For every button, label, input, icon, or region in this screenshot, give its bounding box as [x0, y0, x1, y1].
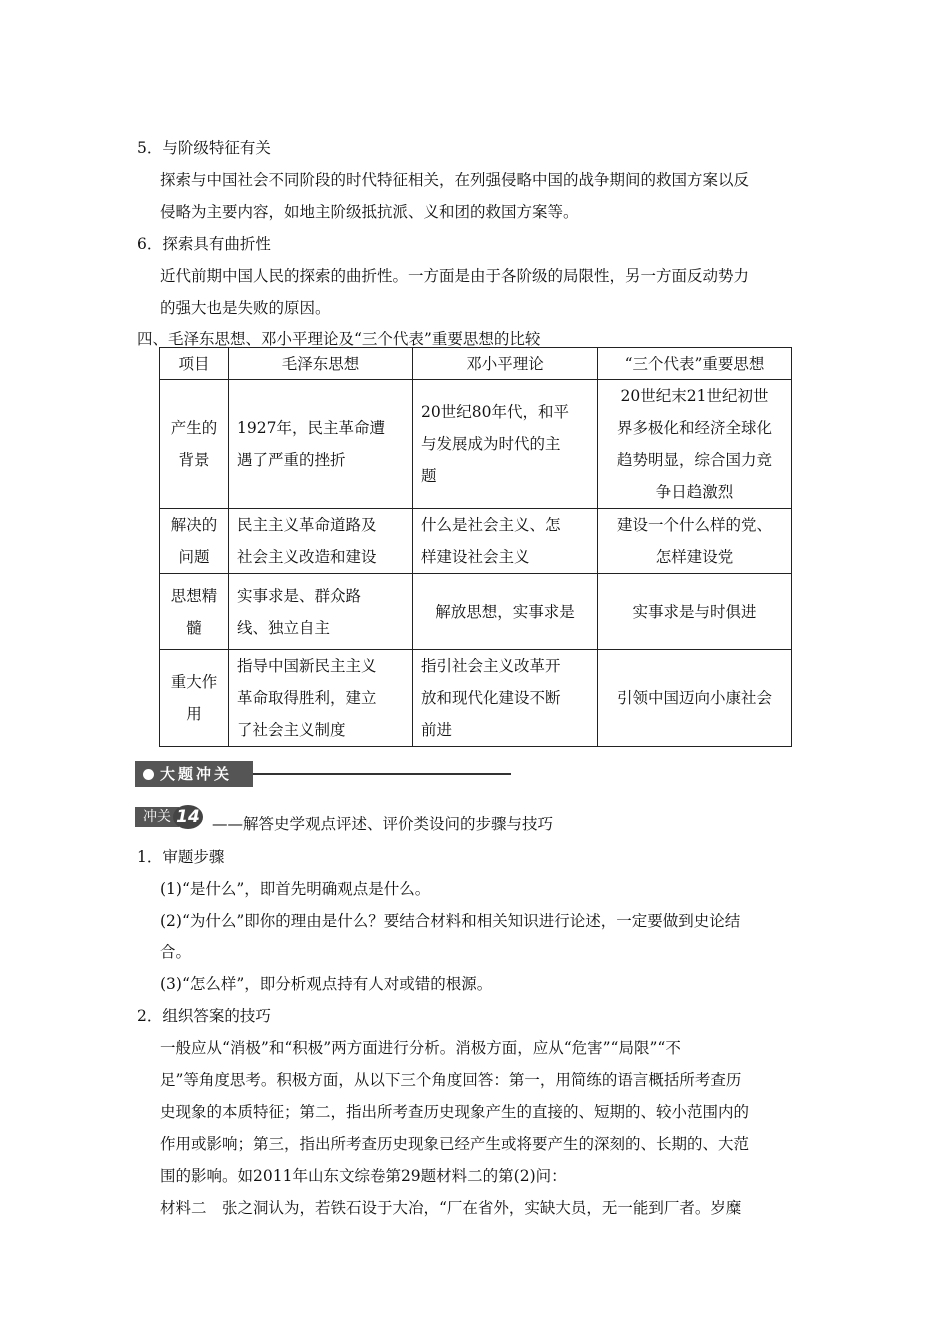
table-cell: 20世纪末21世纪初世 界多极化和经济全球化 趋势明显，综合国力竞 争日趋激烈: [598, 380, 792, 509]
challenge-badge: [135, 805, 205, 829]
heading-item-1: 1．审题步骤: [137, 848, 225, 866]
paragraph-line: 史现象的本质特征；第二，指出所考查历史现象产生的直接的、短期的、较小范围内的: [160, 1103, 750, 1121]
table-cell: 引领中国迈向小康社会: [598, 650, 792, 747]
paragraph-line: 近代前期中国人民的探索的曲折性。一方面是由于各阶级的局限性，另一方面反动势力: [160, 267, 750, 285]
heading-item-2: 2．组织答案的技巧: [137, 1007, 271, 1025]
header-cell: 毛泽东思想: [229, 348, 413, 380]
paragraph-line: (2)“为什么”即你的理由是什么？要结合材料和相关知识进行论述，一定要做到史论结: [160, 912, 741, 930]
table-cell: 指引社会主义改革开 放和现代化建设不断 前进: [413, 650, 598, 747]
bullet-dot-icon: [143, 769, 154, 780]
table-cell: 什么是社会主义、怎 样建设社会主义: [413, 509, 598, 574]
banner-rule: [253, 773, 511, 775]
row-label-cell: 思想精 髓: [160, 574, 229, 650]
badge-tag: 冲关: [135, 807, 179, 827]
row-label-cell: 重大作 用: [160, 650, 229, 747]
row-label-cell: 产生的 背景: [160, 380, 229, 509]
table-row: [160, 574, 792, 650]
table-cell: 1927年，民主革命遭 遇了严重的挫折: [229, 380, 413, 509]
paragraph-line: 侵略为主要内容，如地主阶级抵抗派、义和团的救国方案等。: [160, 203, 579, 221]
paragraph-line: 围的影响。如2011年山东文综卷第29题材料二的第(2)问：: [160, 1167, 567, 1185]
subtitle: ——解答史学观点评述、评价类设问的步骤与技巧: [212, 815, 554, 833]
table-cell: 解放思想，实事求是: [413, 574, 598, 650]
paragraph-line: 足”等角度思考。积极方面，从以下三个角度回答：第一，用简练的语言概括所考查历: [160, 1071, 742, 1089]
paragraph-line: 材料二 张之洞认为，若铁石设于大冶，“厂在省外，实缺大员，无一能到厂者。岁糜: [160, 1199, 742, 1217]
banner-title: 大题冲关: [160, 765, 233, 783]
header-cell: 邓小平理论: [413, 348, 598, 380]
paragraph-line: (3)“怎么样”，即分析观点持有人对或错的根源。: [160, 975, 493, 993]
table-cell: 指导中国新民主主义 革命取得胜利，建立 了社会主义制度: [229, 650, 413, 747]
table-cell: 建设一个什么样的党、 怎样建设党: [598, 509, 792, 574]
paragraph-line: 的强大也是失败的原因。: [160, 299, 331, 317]
row-label-cell: 解决的 问题: [160, 509, 229, 574]
section-heading: 四、毛泽东思想、邓小平理论及“三个代表”重要思想的比较: [137, 330, 541, 348]
table-cell: 实事求是、群众路 线、独立自主: [229, 574, 413, 650]
paragraph-line: 合。: [160, 943, 192, 961]
table-row: [160, 650, 792, 747]
table-row: [160, 380, 792, 509]
table-cell: 实事求是与时俱进: [598, 574, 792, 650]
banner-pill: [135, 761, 253, 787]
table-header-row: [160, 348, 792, 380]
comparison-table: [159, 347, 792, 747]
paragraph-line: 一般应从“消极”和“积极”两方面进行分析。消极方面，应从“危害”“局限”“不: [160, 1039, 681, 1057]
badge-number: 14: [173, 805, 203, 829]
paragraph-line: 作用或影响；第三，指出所考查历史现象已经产生或将要产生的深刻的、长期的、大范: [160, 1135, 750, 1153]
table-cell: 民主主义革命道路及 社会主义改造和建设: [229, 509, 413, 574]
heading-item-6: 6．探索具有曲折性: [137, 235, 271, 253]
paragraph-line: (1)“是什么”，即首先明确观点是什么。: [160, 880, 431, 898]
heading-item-5: 5．与阶级特征有关: [137, 139, 271, 157]
header-cell: “三个代表”重要思想: [598, 348, 792, 380]
table-row: [160, 509, 792, 574]
table-cell: 20世纪80年代，和平 与发展成为时代的主 题: [413, 380, 598, 509]
header-cell: 项目: [160, 348, 229, 380]
paragraph-line: 探索与中国社会不同阶段的时代特征相关，在列强侵略中国的战争期间的救国方案以反: [160, 171, 750, 189]
